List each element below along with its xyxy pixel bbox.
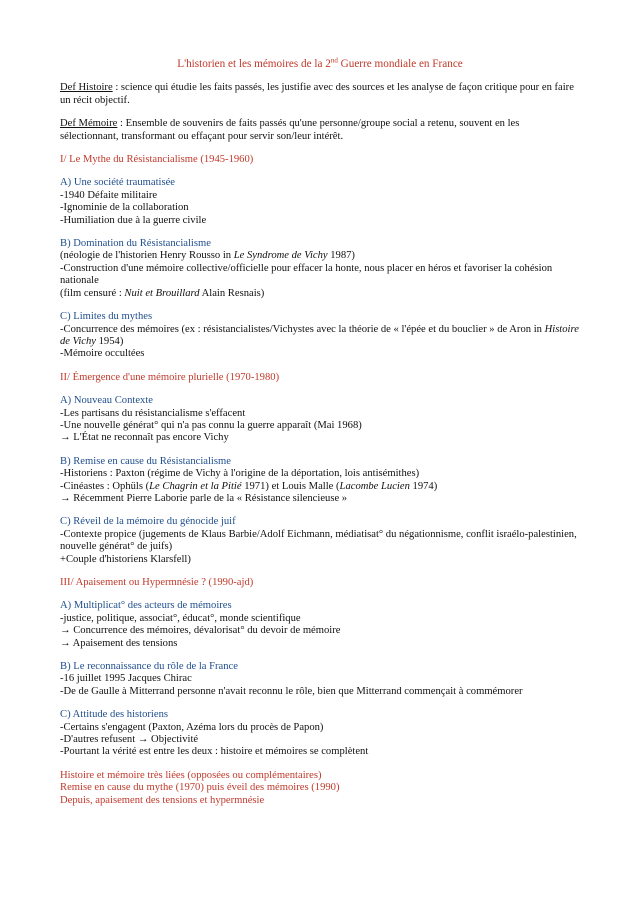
list-item: -Certains s'engagent (Paxton, Azéma lors du procès de Papon) [60, 721, 324, 733]
part3-section-c [60, 709, 580, 759]
part3-a-heading: A) Multiplicat° des acteurs de mémoires [60, 600, 232, 612]
part1-section-a [60, 177, 580, 227]
part2-c-heading: C) Réveil de la mémoire du génocide juif [60, 516, 236, 528]
part1-section-c [60, 311, 580, 361]
list-item: -Construction d'une mémoire collective/officielle pour effacer la honte, nous placer en héros et favoriser la cohésion nationale [60, 262, 553, 287]
list-item: -Les partisans du résistancialisme s'effacent [60, 407, 246, 419]
part2-section-c [60, 516, 580, 566]
list-item: -Humiliation due à la guerre civile [60, 214, 207, 226]
list-item: → Apaisement des tensions [60, 637, 178, 649]
part3-c-heading: C) Attitude des historiens [60, 709, 168, 721]
document-title: L'historien et les mémoires de la 2nd Guerre mondiale en France [177, 56, 463, 70]
conclusion [60, 770, 580, 807]
list-item: -Ignominie de la collaboration [60, 202, 189, 214]
part1-c-heading: C) Limites du mythes [60, 311, 153, 323]
list-item: -1940 Défaite militaire [60, 189, 158, 201]
part3-b-heading: B) Le reconnaissance du rôle de la France [60, 661, 238, 673]
list-item: -De de Gaulle à Mitterrand personne n'avait reconnu le rôle, bien que Mitterrand commençait à commémorer [60, 685, 523, 697]
list-item: -Cinéastes : Ophüls (Le Chagrin et la Pitié 1971) et Louis Malle (Lacombe Lucien 1974) [60, 480, 438, 492]
term-histoire: Def Histoire [60, 82, 113, 94]
definition-histoire: Def Histoire : science qui étudie les faits passés, les justifie avec des sources et les analyse de façon critique pour en faire un récit objectif. [60, 82, 574, 106]
list-item: -Contexte propice (jugements de Klaus Barbie/Adolf Eichmann, médiatisat° du négationnisme, conflit israélo-palestinien, nouvelle générat° de juifs) [60, 528, 577, 553]
part2-section-b [60, 456, 580, 506]
conclusion-line: Histoire et mémoire très liées (opposées ou complémentaires) [60, 769, 322, 781]
list-item: → Récemment Pierre Laborie parle de la « Résistance silencieuse » [60, 492, 348, 504]
list-item: -Pourtant la vérité est entre les deux : histoire et mémoires se complètent [60, 746, 369, 758]
list-item: (néologie de l'historien Henry Rousso in Le Syndrome de Vichy 1987) [60, 250, 355, 262]
part2-heading: II/ Émergence d'une mémoire plurielle (1970-1980) [60, 371, 280, 383]
list-item: +Couple d'historiens Klarsfell) [60, 553, 191, 565]
document-page [60, 58, 580, 807]
term-memoire: Def Mémoire [60, 118, 118, 130]
definition-memoire: Def Mémoire : Ensemble de souvenirs de faits passés qu'une personne/groupe social a retenu, souvent en les sélectionnant, transformant ou effaçant pour servir son/leur intérêt. [60, 118, 520, 142]
part1-heading: I/ Le Mythe du Résistancialisme (1945-1960) [60, 154, 254, 166]
list-item: (film censuré : Nuit et Brouillard Alain Resnais) [60, 287, 265, 299]
list-item: -D'autres refusent → Objectivité [60, 734, 199, 746]
list-item: -justice, politique, associat°, éducat°, monde scientifique [60, 612, 301, 624]
part1-a-heading: A) Une société traumatisée [60, 177, 176, 189]
conclusion-line: Depuis, apaisement des tensions et hypermnésie [60, 794, 265, 806]
part2-section-a [60, 395, 580, 445]
conclusion-line: Remise en cause du mythe (1970) puis éveil des mémoires (1990) [60, 782, 340, 794]
part3-section-a [60, 600, 580, 650]
part3-heading: III/ Apaisement ou Hypermnésie ? (1990-ajd) [60, 577, 254, 588]
list-item: -Une nouvelle générat° qui n'a pas connu la guerre apparaît (Mai 1968) [60, 419, 362, 431]
list-item: -Concurrence des mémoires (ex : résistancialistes/Vichystes avec la théorie de « l'épée et du bouclier » de Aron in Histoire de Vichy 1954) [60, 323, 579, 347]
part2-b-heading: B) Remise en cause du Résistancialisme [60, 455, 231, 467]
part1-section-b [60, 238, 580, 300]
list-item: → Concurrence des mémoires, dévalorisat° du devoir de mémoire [60, 625, 341, 637]
part1-b-heading: B) Domination du Résistancialisme [60, 238, 211, 250]
list-item: -Mémoire occultées [60, 348, 145, 360]
part2-a-heading: A) Nouveau Contexte [60, 395, 153, 407]
part3-section-b [60, 661, 580, 698]
list-item: -16 juillet 1995 Jacques Chirac [60, 673, 192, 685]
list-item: → L'État ne reconnaît pas encore Vichy [60, 432, 229, 444]
list-item: -Historiens : Paxton (régime de Vichy à l'origine de la déportation, lois antisémithes) [60, 468, 420, 480]
